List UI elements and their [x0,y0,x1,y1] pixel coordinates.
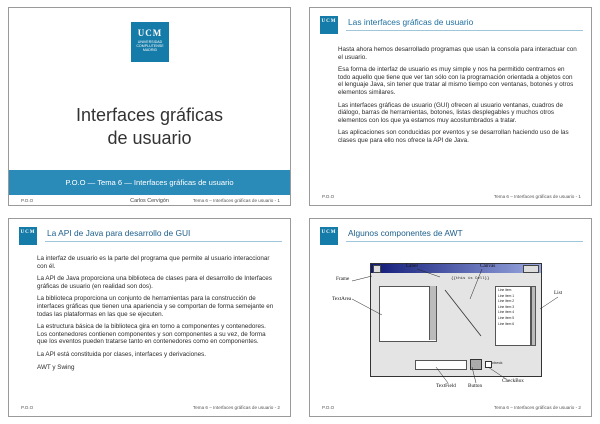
footer-right: Tema 6 – Interfaces gráficas de usuario - 1 [493,194,581,199]
callout-textfield: TextField [436,383,456,389]
callout-checkbox: CheckBox [502,378,524,384]
slide-3-api [8,218,291,417]
list-item: Line item 4 [498,310,515,315]
ucm-logo [131,22,169,62]
list-item: Line item 3 [498,304,515,309]
logo-line: COMPLUTENSE [136,43,164,48]
paragraph: Las interfaces gráficas de usuario (GUI) ofrecen al usuario ventanas, cuadros de diálogo, barras de herramientas, botones, listas desplegables y muchos otros elementos con los que ya estamos muy acostumbrados a tratar. [338,101,564,124]
slide-1-title [8,7,291,206]
list-item: Line item [498,288,512,292]
slide-heading: La API de Java para desarrollo de GUI [47,228,191,238]
callout-canvas: Canvas [480,263,496,269]
slide-title-line-2: de usuario [107,128,192,148]
heading-divider [346,30,583,31]
footer-left: P.O.O [322,405,335,410]
callout-button: Button [468,383,483,389]
callout-label: Label [406,263,418,269]
list-item: Line item 2 [498,299,515,304]
slide-4-awt [309,218,592,417]
slide-heading: Algunos componentes de AWT [348,228,463,238]
footer-right: Tema 6 – Interfaces gráficas de usuario - 2 [192,405,280,410]
subtitle-band [9,170,290,195]
paragraph: Las aplicaciones son conducidas por eventos y se desarrollan haciendo uso de las clases que para ello nos ofrece la API de Java. [338,129,569,144]
paragraph: La estructura básica de la biblioteca gira en torno a componentes y contenedores. Los contenedores contienen componentes y son componentes a su vez, de forma que los eventos pueden tratarse tanto en contenedores como en componentes. [37,323,266,346]
list-item: Line item 5 [498,315,515,320]
slide-body [37,255,276,376]
list-item: Line item 6 [498,321,515,326]
logo-abbrev: UCM [137,28,163,38]
subtitle-text: P.O.O — Tema 6 — Interfaces gráficas de usuario [65,178,234,187]
footer-right: Tema 6 – Interfaces gráficas de usuario - 2 [493,405,581,410]
logo-line: MADRID [142,47,158,52]
slide-body [338,46,577,150]
paragraph: La API de Java proporciona una biblioteca de clases para el desarrollo de Interfaces gráficas de usuario (en realidad son dos). [37,275,272,290]
author: Carlos Cervigón [130,198,169,204]
footer-left: P.O.O [21,405,34,410]
paragraph: La biblioteca proporciona un conjunto de herramientas para la construcción de interfaces gráficas que tienen una apariencia y se comportan de forma semejante en todas las plataformas en las que se ejecuten. [37,295,274,318]
checkbox-text: check [492,360,503,365]
paragraph: La interfaz de usuario es la parte del programa que permite al usuario interaccionar con él. [37,255,270,270]
slide-heading: Las interfaces gráficas de usuario [348,17,474,27]
footer-right: Tema 6 – Interfaces gráficas de usuario - 1 [192,198,280,203]
footer-left: P.O.O [322,194,335,199]
footer-left: P.O.O [21,198,34,203]
ucm-logo [19,227,37,245]
window-label: {{this is Cell}} [451,277,490,281]
slide-2-interfaces [309,7,592,206]
paragraph: La API está constituida por clases, interfaces y derivaciones. [37,350,207,358]
slide-title-line-1: Interfaces gráficas [75,105,224,125]
logo-abbrev: UCM [321,230,337,235]
list-item: Line item 1 [498,293,515,298]
paragraph: AWT y Swing [37,363,75,371]
logo-abbrev: UCM [321,19,337,24]
callout-frame: Frame [336,276,350,282]
callout-textarea: TextArea [332,296,352,302]
heading-divider [45,241,282,242]
callout-list: List [554,290,563,296]
ucm-logo [320,16,338,34]
logo-line: UNIVERSIDAD [137,40,163,44]
paragraph: Esa forma de interfaz de usuario es muy simple y nos ha permitido centrarnos en todo aquello que tiene que ver tan sólo con la programación orientada a objetos con el lenguaje Java, sin tener que tratar al mismo tiempo con ventanas, botones y otros elementos similares. [338,66,574,96]
logo-abbrev: UCM [20,230,36,235]
paragraph: Hasta ahora hemos desarrollado programas que usan la consola para interactuar con el usuario. [338,46,577,61]
